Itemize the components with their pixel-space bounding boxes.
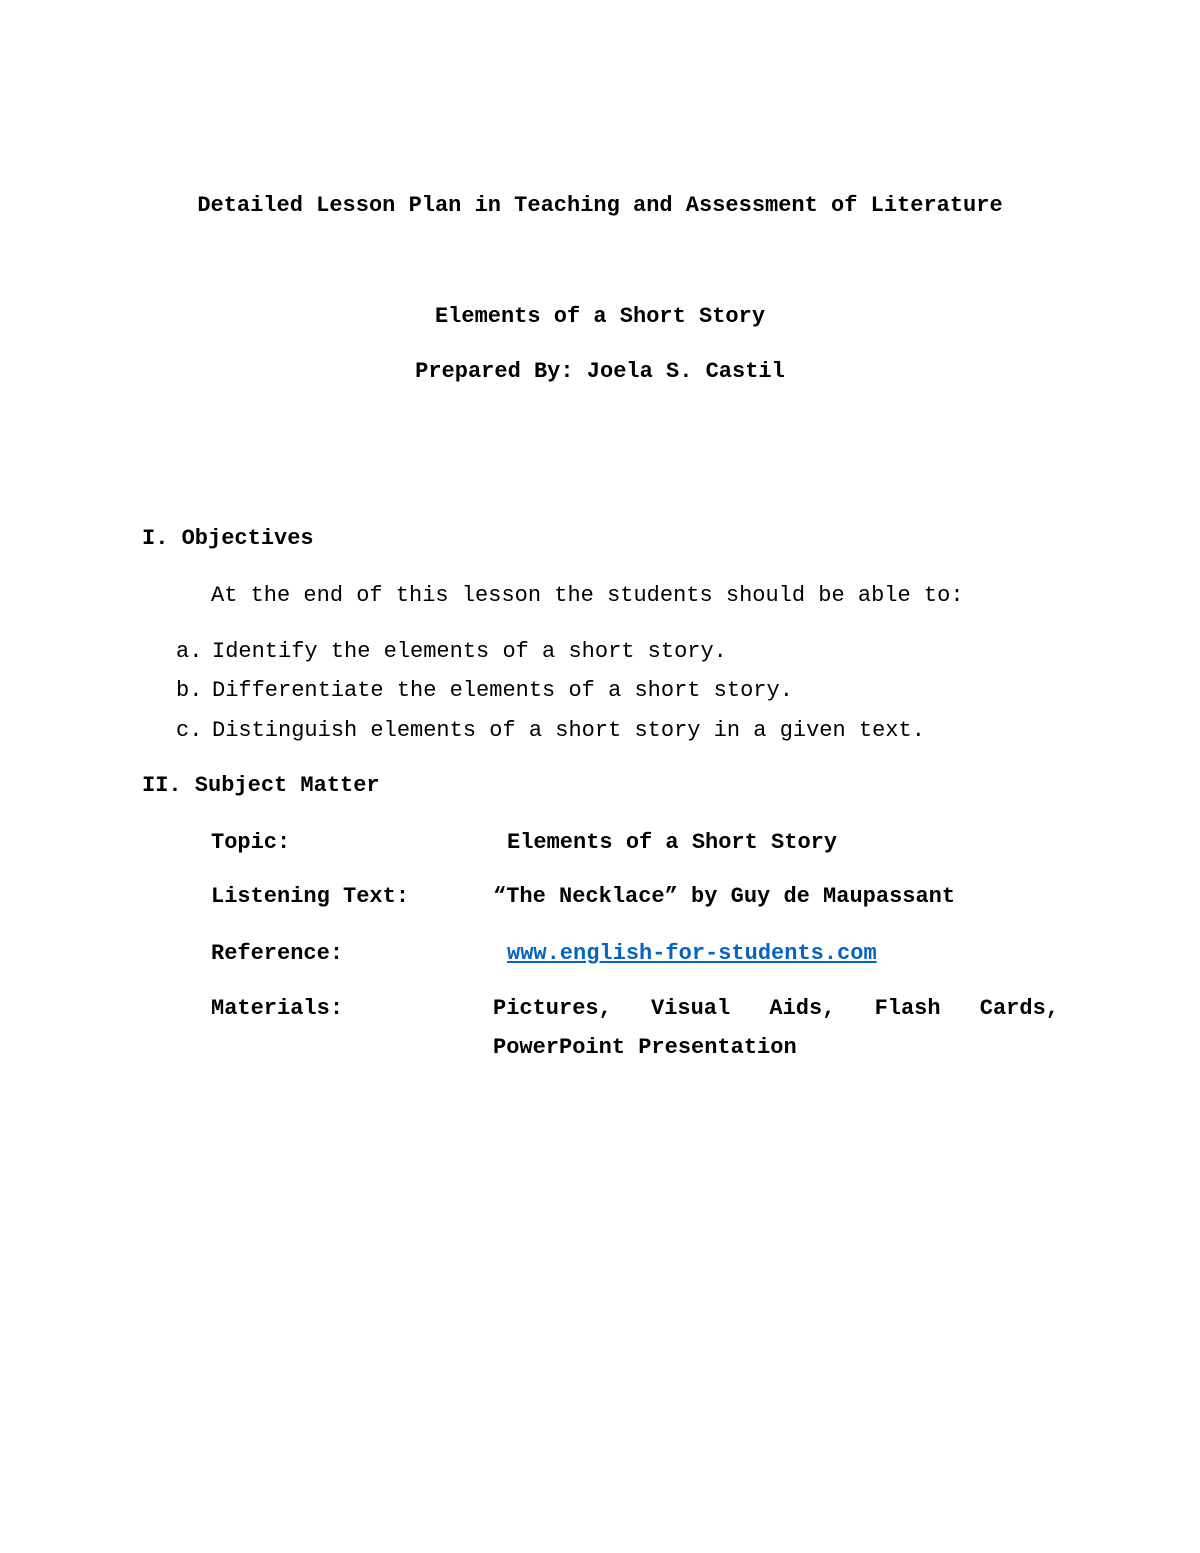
- listening-text-label: Listening Text:: [211, 884, 410, 909]
- subject-matter-heading: II. Subject Matter: [142, 773, 380, 798]
- topic-label: Topic:: [211, 830, 291, 855]
- materials-line-1: [493, 994, 1059, 1024]
- objective-marker: a.: [176, 639, 203, 664]
- topic-value: Elements of a Short Story: [507, 830, 838, 855]
- objective-marker: b.: [176, 678, 203, 703]
- materials-word: Cards,: [979, 996, 1059, 1021]
- objective-item: [176, 637, 727, 667]
- objective-text: Identify the elements of a short story.: [212, 639, 727, 664]
- lesson-title: Elements of a Short Story: [434, 304, 766, 329]
- objective-text: Differentiate the elements of a short story.: [212, 678, 793, 703]
- document-title: Detailed Lesson Plan in Teaching and Assessment of Literature: [197, 193, 1003, 218]
- objective-item: [176, 676, 793, 706]
- materials-word: Pictures,: [493, 996, 612, 1021]
- reference-link[interactable]: www.english-for-students.com: [507, 941, 877, 966]
- objectives-intro: At the end of this lesson the students should be able to:: [211, 583, 964, 608]
- objectives-heading: I. Objectives: [142, 526, 314, 551]
- objective-text: Distinguish elements of a short story in a given text.: [212, 718, 925, 743]
- prepared-by: Prepared By: Joela S. Castil: [415, 359, 785, 384]
- objective-marker: c.: [176, 718, 203, 743]
- materials-word: Flash: [874, 996, 941, 1021]
- objective-item: [176, 716, 925, 746]
- listening-text-value: “The Necklace” by Guy de Maupassant: [493, 884, 956, 909]
- materials-label: Materials:: [211, 996, 344, 1021]
- reference-label: Reference:: [211, 941, 344, 966]
- materials-word: Visual: [651, 996, 731, 1021]
- materials-word: Aids,: [769, 996, 836, 1021]
- materials-line-2: PowerPoint Presentation: [493, 1035, 797, 1060]
